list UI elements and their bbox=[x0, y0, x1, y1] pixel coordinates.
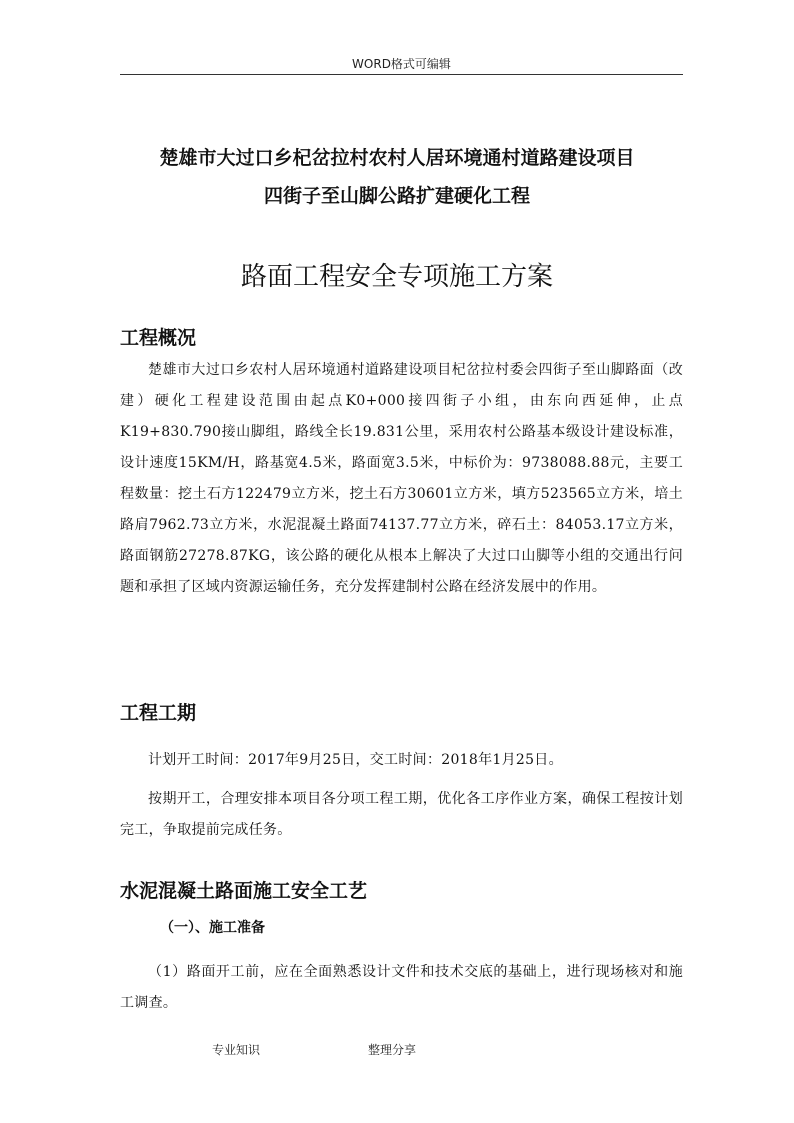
subsection-heading-preparation: （一）、施工准备 bbox=[160, 920, 265, 936]
footer-left-text: 专业知识 bbox=[212, 1043, 261, 1057]
project-title-line2: 四街子至山脚公路扩建硬化工程 bbox=[263, 185, 530, 207]
schedule-paragraph-1: 计划开工时间：2017年9月25日，交工时间：2018年1月25日。 bbox=[148, 752, 563, 768]
overview-paragraph: 楚雄市大过口乡农村人居环境通村道路建设项目杞岔拉村委会四街子至山脚路面（改建）硬化工程建设范围由起点K0+000接四街子小组，由东向西延伸，止点K19+830.790接山脚组，路线全长19.831公里，采用农村公路基本级设计建设标准，设计速度15KM/H，路基宽4.5米，路面宽3.5米，中标价为：9738088.88元，主要工程数量：挖土石方122479立方米，挖土石方30601立方米，填方523565立方米，培土路肩7962.73立方米，水泥混凝土路面74137.77立方米，碎石土：84053.17立方米，路面钢筋27278.87KG，该公路的硬化从根本上解决了大过口山脚等小组的交通出行问题和承担了区域内资源运输任务，充分发挥建制村公路在经济发展中的作用。 bbox=[120, 362, 683, 595]
section-heading-overview: 工程概况 bbox=[120, 327, 197, 349]
project-title-line1: 楚雄市大过口乡杞岔拉村农村人居环境通村道路建设项目 bbox=[159, 147, 635, 169]
page-header: WORD格式可编辑 bbox=[120, 56, 683, 75]
footer-right-text: 整理分享 bbox=[368, 1043, 417, 1057]
preparation-paragraph-1: （1）路面开工前，应在全面熟悉设计文件和技术交底的基础上，进行现场核对和施工调查。 bbox=[120, 964, 683, 1011]
section-heading-safety-process: 水泥混凝土路面施工安全工艺 bbox=[120, 880, 368, 902]
document-main-title: 路面工程安全专项施工方案 bbox=[240, 262, 553, 292]
section-heading-schedule: 工程工期 bbox=[120, 702, 197, 724]
schedule-paragraph-2: 按期开工，合理安排本项目各分项工程工期，优化各工序作业方案，确保工程按计划完工，争取提前完成任务。 bbox=[120, 791, 683, 838]
